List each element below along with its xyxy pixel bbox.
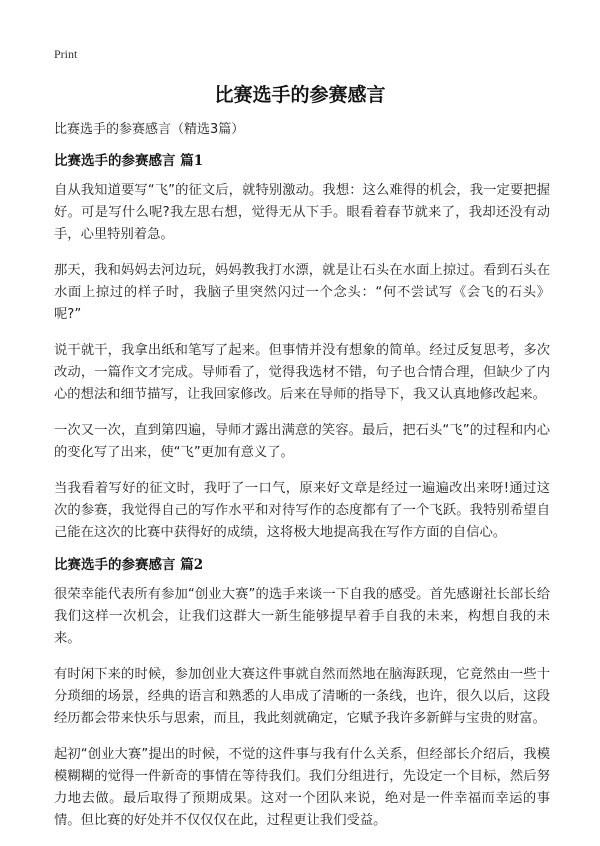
paragraph: 自从我知道要写“飞”的征文后，就特别激动。我想：这么难得的机会，我一定要把握好。可是写什么呢?我左思右想，觉得无从下手。眼看着春节就来了，我却还没有动手，心里特别着急。 <box>54 183 550 242</box>
document-subtitle: 比赛选手的参赛感言（精选3篇） <box>54 122 245 137</box>
paragraph: 那天，我和妈妈去河边玩，妈妈教我打水漂，就是让石头在水面上掠过。看到石头在水面上掠过的样子时，我脑子里突然闪过一个念头：“何不尝试写《会飞的石头》呢?” <box>54 263 550 322</box>
paragraph: 有时闲下来的时候，参加创业大赛这件事就自然而然地在脑海跃现，它竟然由一些十分琐细的场景，经典的语言和熟悉的人串成了清晰的一条线，也许，很久以后，这段经历都会带来快乐与思索，而且，我此刻就确定，它赋予我许多新鲜与宝贵的财富。 <box>54 667 550 726</box>
paragraph: 当我看着写好的征文时，我吁了一口气，原来好文章是经过一遍遍改出来呀!通过这次的参赛，我觉得自己的写作水平和对待写作的态度都有了一个飞跃。我特别希望自己能在这次的比赛中获得好的成绩，这将极大地提高我在写作方面的自信心。 <box>54 481 550 540</box>
print-link[interactable]: Print <box>54 47 78 61</box>
document-title: 比赛选手的参赛感言 <box>214 84 386 106</box>
paragraph: 很荣幸能代表所有参加“创业大赛”的选手来谈一下自我的感受。首先感谢社长部长给我们这样一次机会，让我们这群大一新生能够提早着手自我的未来，构想自我的未来。 <box>54 587 550 646</box>
paragraph: 说干就干，我拿出纸和笔写了起来。但事情并没有想象的简单。经过反复思考，多次改动，一篇作文才完成。导师看了，觉得我选材不错，句子也合情合理，但缺少了内心的想法和细节描写，让我回家修改。后来在导师的指导下，我又认真地修改起来。 <box>54 343 550 402</box>
paragraph: 一次又一次，直到第四遍，导师才露出满意的笑容。最后，把石头“飞”的过程和内心的变化写了出来，使“飞”更加有意义了。 <box>54 423 550 460</box>
paragraph: 起初“创业大赛”提出的时候，不觉的这件事与我有什么关系，但经部长介绍后，我模模糊糊的觉得一件新奇的事情在等待我们。我们分组进行，先设定一个目标，然后努力地去做。最后取得了预期成果。这对一个团队来说，绝对是一件幸福而幸运的事情。但比赛的好处并不仅仅仅在此，过程更让我们受益。 <box>54 747 550 828</box>
document-body <box>54 119 550 846</box>
section-heading-2: 比赛选手的参赛感言 篇2 <box>54 557 204 573</box>
section-heading-1: 比赛选手的参赛感言 篇1 <box>54 153 204 169</box>
